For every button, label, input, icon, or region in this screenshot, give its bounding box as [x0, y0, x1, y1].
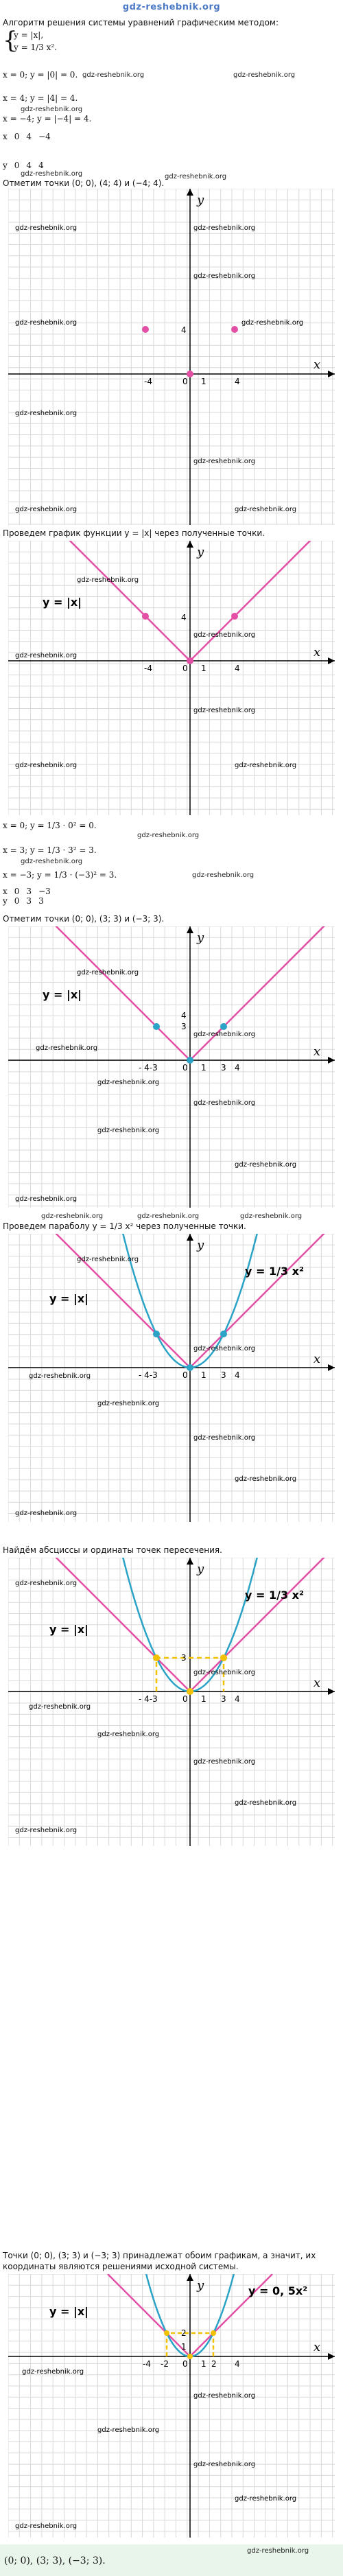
site-logo[interactable]: gdz-reshebnik.org: [122, 2, 221, 12]
x-one-label: 1: [201, 1694, 206, 1704]
watermark: gdz-reshebnik.org: [193, 1099, 256, 1107]
watermark: gdz-reshebnik.org: [193, 1434, 256, 1442]
tick-y4: 4: [181, 613, 187, 622]
graph-svg-1: [8, 189, 335, 525]
watermark: gdz-reshebnik.org: [77, 1256, 139, 1263]
graph-abs-points: [8, 926, 335, 1208]
origin-label: 0: [182, 1694, 188, 1704]
graph-final: [8, 2274, 335, 2538]
point-4-4: [231, 326, 238, 333]
tick-y3: 3: [181, 1022, 187, 1031]
step4-text: Проведем параболу y = 1/3 x² через полученные точки.: [3, 1221, 246, 1231]
intersection-3-3: [220, 1654, 227, 1661]
tick-y2: 2: [181, 2328, 187, 2338]
watermark: gdz-reshebnik.org: [247, 2547, 309, 2555]
watermark: gdz-reshebnik.org: [77, 576, 139, 584]
system-eq2: y = 1/3 x².: [14, 43, 57, 52]
watermark: gdz-reshebnik.org: [193, 1669, 256, 1676]
tick-p4: 4: [235, 664, 240, 673]
watermark: gdz-reshebnik.org: [193, 1345, 256, 1353]
point-3-3: [220, 1023, 227, 1030]
origin-label: 0: [182, 1063, 188, 1073]
x-one-label: 1: [201, 1370, 206, 1380]
label-parabola: y = 1/3 x²: [245, 1589, 304, 1602]
tick-m4: -4: [144, 377, 152, 386]
watermark: gdz-reshebnik.org: [193, 458, 256, 465]
y-axis-label: y: [197, 930, 204, 945]
graph-abs: [8, 541, 335, 815]
answer: (0; 0), (3; 3), (−3; 3).: [4, 2555, 106, 2566]
intro-text: Алгоритм решения системы уравнений графическим методом:: [3, 18, 279, 27]
x-axis-label: x: [314, 1676, 321, 1690]
calc-line-2: x = 4; y = |4| = 4.: [3, 93, 78, 103]
values-table-1: x 0 4 −4 y 0 4 4: [3, 132, 51, 170]
y-axis-label: y: [197, 545, 204, 559]
watermark: gdz-reshebnik.org: [15, 1580, 78, 1587]
tick-m4: -4: [144, 664, 152, 673]
graph-points-abs: [8, 189, 335, 525]
watermark: gdz-reshebnik.org: [235, 2495, 297, 2503]
watermark: gdz-reshebnik.org: [193, 1758, 256, 1766]
point-m4-4: [142, 326, 149, 333]
tick-p4: 4: [235, 1063, 240, 1073]
watermark: gdz-reshebnik.org: [15, 2522, 78, 2530]
label-abs: y = |x|: [49, 1292, 88, 1305]
tick-m4m3: - 4-3: [139, 1063, 158, 1073]
point-4-4: [231, 613, 238, 620]
tick-p4: 4: [235, 1694, 240, 1704]
calc-line-4: x = 0; y = 1/3 · 0² = 0.: [3, 821, 97, 830]
watermark: gdz-reshebnik.org: [15, 1510, 78, 1517]
x-axis-label: x: [314, 1044, 321, 1059]
system-brace: {: [3, 27, 18, 54]
watermark: gdz-reshebnik.org: [15, 410, 78, 417]
label-abs: y = |x|: [43, 988, 82, 1001]
values-table-2: x 0 3 −3 y 0 3 3: [3, 887, 51, 906]
watermark: gdz-reshebnik.org: [233, 71, 296, 79]
x-axis-label: x: [314, 645, 321, 659]
watermark: gdz-reshebnik.org: [193, 631, 256, 639]
x-axis-label: x: [314, 2340, 321, 2354]
point-m4-4: [142, 613, 149, 620]
y-axis-label: y: [197, 1562, 204, 1576]
graph-svg-4: [8, 1234, 335, 1522]
step6-text-1: Точки (0; 0), (3; 3) и (−3; 3) принадлежат обоим графикам, а значит, их: [3, 2251, 316, 2260]
point-m3-3: [153, 1023, 160, 1030]
tick-m4: -4: [143, 2359, 151, 2369]
watermark: gdz-reshebnik.org: [97, 1079, 160, 1086]
graph-svg-5: [8, 1558, 335, 1846]
watermark: gdz-reshebnik.org: [235, 1475, 297, 1483]
watermark: gdz-reshebnik.org: [235, 506, 297, 513]
tick-p3: 3: [221, 1370, 226, 1380]
tick-m2: -2: [161, 2359, 169, 2369]
watermark: gdz-reshebnik.org: [36, 1044, 98, 1052]
grid: [8, 189, 335, 525]
step6-text-2: координаты являются решениями исходной системы.: [3, 2262, 239, 2271]
graph-svg-6: [8, 2274, 335, 2538]
watermark: gdz-reshebnik.org: [137, 1213, 200, 1220]
watermark: gdz-reshebnik.org: [29, 1703, 91, 1711]
watermark: gdz-reshebnik.org: [15, 319, 78, 327]
watermark: gdz-reshebnik.org: [137, 832, 200, 839]
watermark: gdz-reshebnik.org: [240, 1213, 303, 1220]
watermark: gdz-reshebnik.org: [22, 2368, 84, 2376]
tick-p4: 4: [235, 1370, 240, 1380]
watermark: gdz-reshebnik.org: [193, 1031, 256, 1038]
watermark: gdz-reshebnik.org: [97, 1731, 160, 1738]
tick-p4: 4: [235, 2359, 240, 2369]
graph-svg-3: [8, 926, 335, 1208]
x-one-label: 1: [201, 2359, 206, 2369]
watermark: gdz-reshebnik.org: [15, 1827, 78, 1834]
graph-intersections: [8, 1558, 335, 1846]
x-axis-label: x: [314, 358, 321, 372]
tick-y4: 4: [181, 1011, 187, 1020]
y-axis-label: y: [197, 2278, 204, 2293]
watermark: gdz-reshebnik.org: [41, 1213, 104, 1220]
point-0-0: [187, 371, 193, 377]
watermark: gdz-reshebnik.org: [192, 871, 255, 879]
watermark: gdz-reshebnik.org: [165, 173, 227, 180]
watermark: gdz-reshebnik.org: [235, 762, 297, 769]
watermark: gdz-reshebnik.org: [15, 224, 78, 232]
tick-p3: 3: [221, 1063, 226, 1073]
label-abs: y = |x|: [49, 1623, 88, 1636]
step3-text: Отметим точки (0; 0), (3; 3) и (−3; 3).: [3, 914, 165, 924]
x-one-label: 1: [201, 377, 206, 386]
graph-abs-parabola: [8, 1234, 335, 1522]
origin-label: 0: [182, 1370, 188, 1380]
step1-text: Отметим точки (0; 0), (4; 4) и (−4; 4).: [3, 178, 165, 188]
label-parabola: y = 0, 5x²: [248, 2284, 308, 2297]
system-eq1: y = |x|,: [14, 30, 44, 40]
watermark: gdz-reshebnik.org: [15, 506, 78, 513]
y-axis-label: y: [197, 193, 204, 207]
watermark: gdz-reshebnik.org: [97, 2426, 160, 2434]
watermark: gdz-reshebnik.org: [21, 170, 83, 178]
x-one-label: 1: [201, 1063, 206, 1073]
y-axis-label: y: [197, 1238, 204, 1252]
tick-y1: 1: [181, 2342, 187, 2352]
watermark: gdz-reshebnik.org: [21, 106, 83, 113]
calc-line-1: x = 0; y = |0| = 0.: [3, 70, 78, 80]
abs-line-right: [190, 541, 335, 661]
calc-line-5: x = 3; y = 1/3 · 3² = 3.: [3, 845, 97, 855]
label-parabola: y = 1/3 x²: [245, 1265, 304, 1278]
tick-p2: 2: [211, 2359, 217, 2369]
step2-text: Проведем график функции y = |x| через полученные точки.: [3, 528, 265, 538]
tick-m4m3: - 4-3: [139, 1370, 158, 1380]
calc-line-3: x = −4; y = |−4| = 4.: [3, 114, 92, 124]
watermark: gdz-reshebnik.org: [97, 1400, 160, 1407]
label-abs: y = |x|: [49, 2305, 88, 2318]
watermark: gdz-reshebnik.org: [29, 1372, 91, 1380]
tick-p3: 3: [221, 1694, 226, 1704]
intersection-m3-3: [153, 1654, 160, 1661]
watermark: gdz-reshebnik.org: [82, 71, 145, 79]
watermark: gdz-reshebnik.org: [77, 969, 139, 976]
watermark: gdz-reshebnik.org: [21, 858, 83, 865]
grid: [8, 541, 335, 815]
tick-p4: 4: [235, 377, 240, 386]
watermark: gdz-reshebnik.org: [193, 272, 256, 280]
calc-line-6: x = −3; y = 1/3 · (−3)² = 3.: [3, 870, 117, 880]
origin-label: 0: [182, 377, 188, 386]
step5-text: Найдём абсциссы и ординаты точек пересечения.: [3, 1545, 222, 1555]
x-axis-label: x: [314, 1352, 321, 1366]
x-one-label: 1: [201, 664, 206, 673]
tick-m4m3: - 4-3: [139, 1694, 158, 1704]
origin-label: 0: [182, 664, 188, 673]
watermark: gdz-reshebnik.org: [97, 1127, 160, 1134]
tick-y3: 3: [181, 1653, 187, 1663]
watermark: gdz-reshebnik.org: [15, 652, 78, 659]
watermark: gdz-reshebnik.org: [15, 762, 78, 769]
tick-y4: 4: [181, 325, 187, 335]
watermark: gdz-reshebnik.org: [193, 224, 256, 232]
watermark: gdz-reshebnik.org: [193, 707, 256, 714]
watermark: gdz-reshebnik.org: [241, 319, 304, 327]
watermark: gdz-reshebnik.org: [193, 2461, 256, 2468]
graph-svg-2: [8, 541, 335, 815]
origin-label: 0: [182, 2359, 188, 2369]
watermark: gdz-reshebnik.org: [15, 1195, 78, 1203]
watermark: gdz-reshebnik.org: [235, 1161, 297, 1169]
watermark: gdz-reshebnik.org: [235, 1799, 297, 1807]
label-abs: y = |x|: [43, 596, 82, 609]
watermark: gdz-reshebnik.org: [193, 2392, 256, 2400]
